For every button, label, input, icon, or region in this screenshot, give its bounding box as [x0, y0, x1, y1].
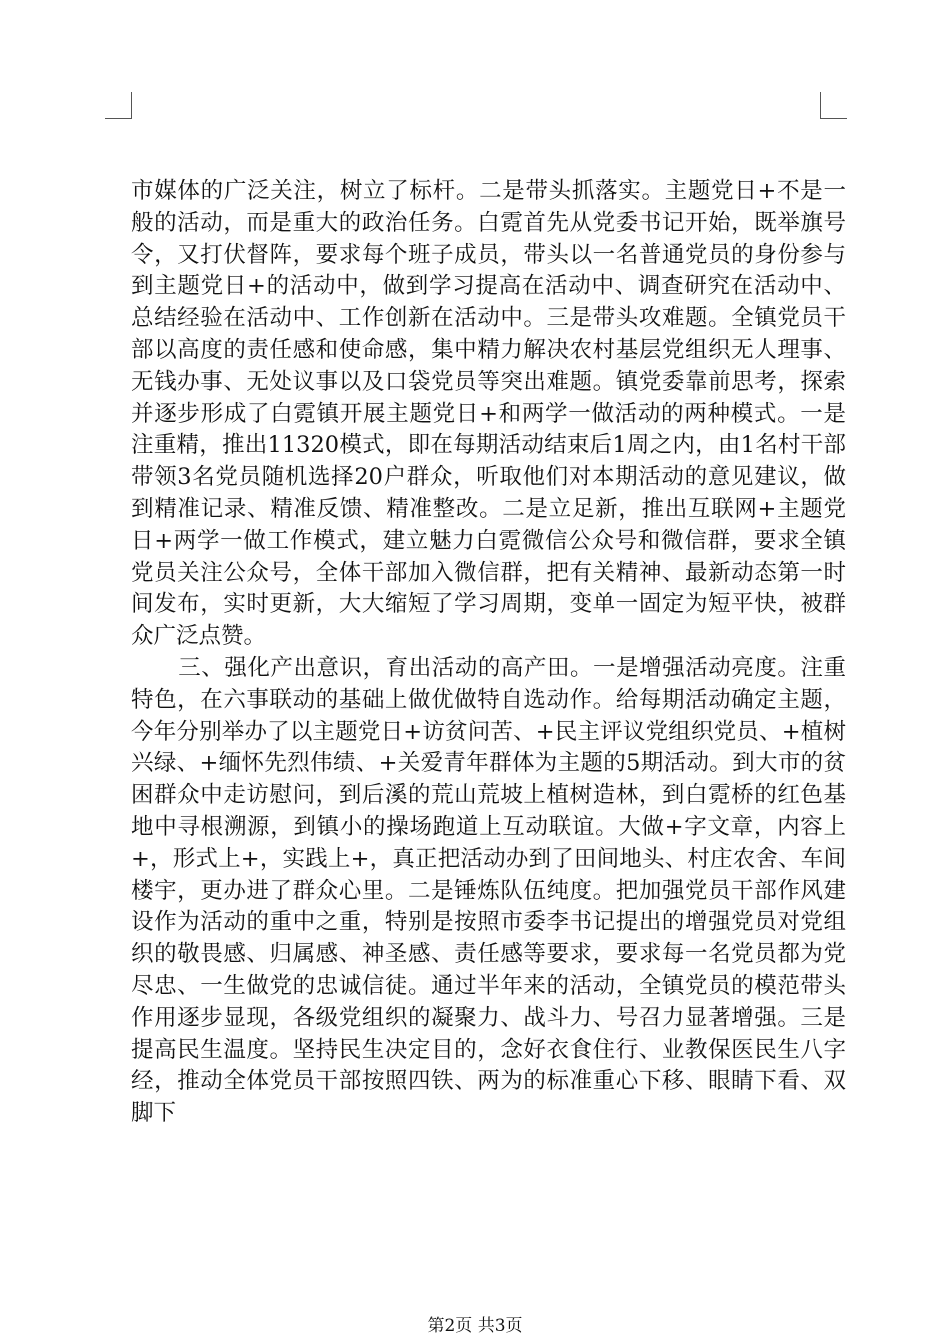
crop-mark-top-left — [105, 92, 132, 119]
crop-mark-top-right — [820, 92, 847, 119]
document-body — [131, 176, 846, 1130]
page-number-footer: 第2页 共3页 — [427, 1316, 523, 1336]
body-paragraph-1: 市媒体的广泛关注，树立了标杆。二是带头抓落实。主题党日+不是一般的活动，而是重大的政治任务。白霓首先从党委书记开始，既举旗号令，又打伏督阵，要求每个班子成员，带头以一名普通党员的身份参与到主题党日+的活动中，做到学习提高在活动中、调查研究在活动中、总结经验在活动中、工作创新在活动中。三是带头攻难题。全镇党员干部以高度的责任感和使命感，集中精力解决农村基层党组织无人理事、无钱办事、无处议事以及口袋党员等突出难题。镇党委靠前思考，探索并逐步形成了白霓镇开展主题党日+和两学一做活动的两种模式。一是注重精，推出11320模式，即在每期活动结束后1周之内，由1名村干部带领3名党员随机选择20户群众，听取他们对本期活动的意见建议，做到精准记录、精准反馈、精准整改。二是立足新，推出互联网+主题党日+两学一做工作模式，建立魅力白霓微信公众号和微信群，要求全镇党员关注公众号，全体干部加入微信群，把有关精神、最新动态第一时间发布，实时更新，大大缩短了学习周期，变单一固定为短平快，被群众广泛点赞。 — [131, 178, 846, 650]
body-paragraph-2: 三、强化产出意识，育出活动的高产田。一是增强活动亮度。注重特色，在六事联动的基础上做优做特自选动作。给每期活动确定主题，今年分别举办了以主题党日+访贫问苦、+民主评议党组织党员、+植树兴绿、+缅怀先烈伟绩、+关爱青年群体为主题的5期活动。到大市的贫困群众中走访慰问，到后溪的荒山荒坡上植树造林，到白霓桥的红色基地中寻根溯源，到镇小的操场跑道上互动联谊。大做+字文章，内容上+，形式上+，实践上+，真正把活动办到了田间地头、村庄农舍、车间楼宇，更办进了群众心里。二是锤炼队伍纯度。把加强党员干部作风建设作为活动的重中之重，特别是按照市委李书记提出的增强党员对党组织的敬畏感、归属感、神圣感、责任感等要求，要求每一名党员都为党尽忠、一生做党的忠诚信徒。通过半年来的活动，全镇党员的模范带头作用逐步显现，各级党组织的凝聚力、战斗力、号召力显著增强。三是提高民生温度。坚持民生决定目的，念好衣食住行、业教保医民生八字经，推动全体党员干部按照四铁、两为的标准重心下移、眼睛下看、双脚下 — [131, 654, 846, 1127]
